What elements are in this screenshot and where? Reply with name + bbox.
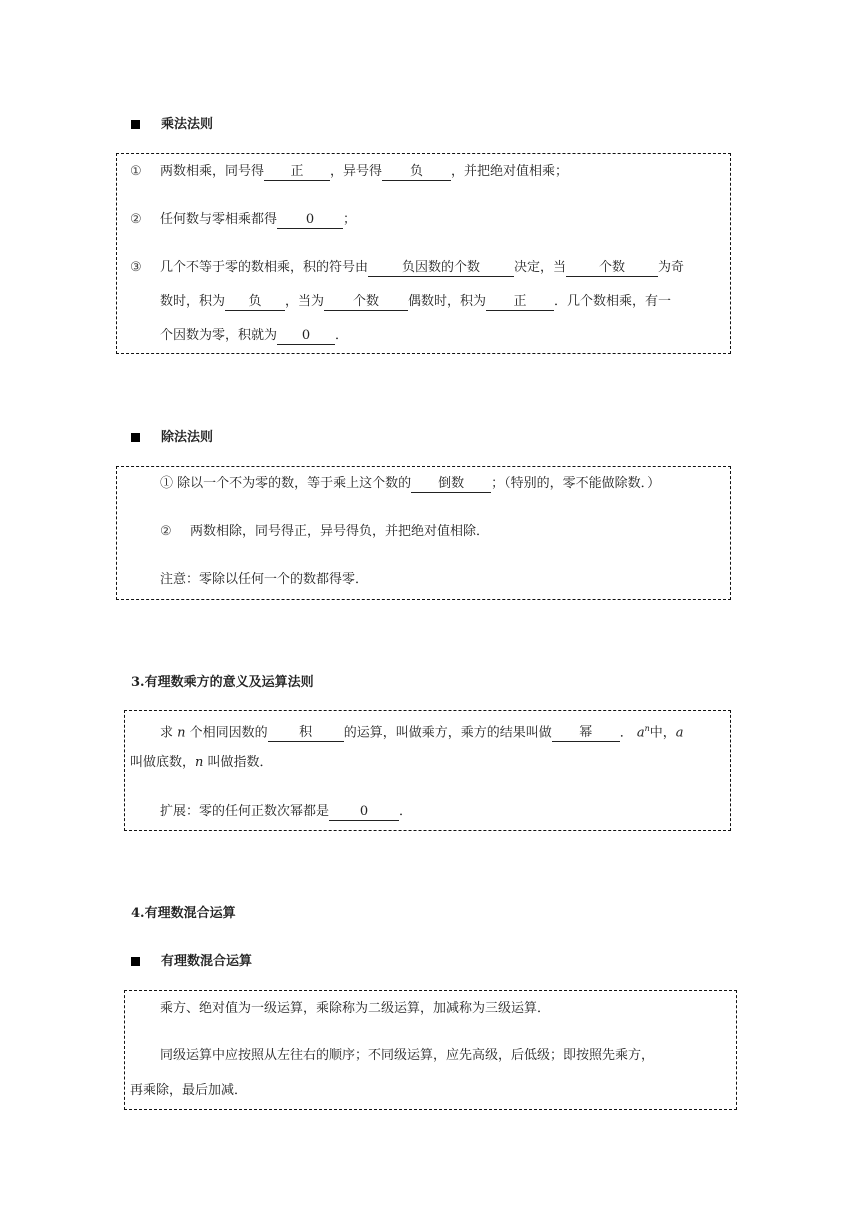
fill-blank: 负因数的个数 (368, 260, 514, 277)
fill-blank: 个数 (324, 294, 408, 311)
fill-blank: 幂 (552, 725, 620, 742)
square-bullet-icon (131, 957, 140, 966)
section-heading-division: 除法法则 (131, 426, 213, 445)
fill-blank: 正 (264, 164, 330, 181)
power-extension: 扩展：零的任何正数次幂都是 0 ． (160, 804, 413, 819)
section-heading-multiplication: 乘法法则 (131, 113, 213, 132)
division-rule-1: ① 除以一个不为零的数，等于乘上这个数的 倒数 ；（特别的，零不能做除数．） (160, 476, 661, 491)
fill-blank: 正 (486, 294, 554, 311)
mixed-line-2: 同级运算中应按照从左往右的顺序；不同级运算，应先高级，后低级；即按照先乘方， (160, 1048, 655, 1063)
fill-blank: 0 (277, 212, 343, 229)
section-heading-power: 3.有理数乘方的意义及运算法则 (131, 675, 314, 690)
fill-blank: 负 (382, 164, 451, 181)
power-definition-line-2: 叫做底数，n 叫做指数． (130, 755, 273, 770)
fill-blank: 负 (225, 294, 285, 311)
fill-blank: 个数 (566, 260, 658, 277)
rule-item-2: ② 任何数与零相乘都得 0 ； (130, 212, 357, 227)
fill-blank: 倒数 (411, 476, 491, 493)
section-heading-mixed: 4.有理数混合运算 (131, 906, 236, 921)
fill-blank: 积 (268, 725, 344, 742)
mixed-line-1: 乘方、绝对值为一级运算，乘除称为二级运算，加减称为三级运算． (160, 1001, 551, 1016)
rule-item-3-cont-1: 数时，积为 负 ，当为 个数 偶数时，积为 正 ．几个数相乘，有一 (160, 294, 672, 309)
square-bullet-icon (131, 120, 140, 129)
square-bullet-icon (131, 433, 140, 442)
subheading-mixed: 有理数混合运算 (131, 950, 252, 969)
fill-blank: 0 (277, 328, 335, 345)
rule-item-1: ① 两数相乘，同号得 正 ，异号得 负 ，并把绝对值相乘； (130, 164, 569, 179)
power-definition-line-1: 求 n 个相同因数的 积 的运算，叫做乘方，乘方的结果叫做 幂 ． $a^n$中，a (160, 724, 684, 741)
mixed-line-3: 再乘除，最后加减． (130, 1083, 248, 1098)
fill-blank: 0 (329, 804, 399, 821)
division-note: 注意：零除以任何一个的数都得零． (160, 572, 369, 587)
division-rule-2: ② 两数相除，同号得正，异号得负，并把绝对值相除． (160, 524, 490, 539)
multiplication-rules-box (116, 153, 731, 354)
rule-item-3: ③ 几个不等于零的数相乘，积的符号由 负因数的个数 决定，当 个数 为奇 (130, 260, 685, 275)
rule-item-3-cont-2: 个因数为零，积就为 0 ． (160, 328, 349, 343)
